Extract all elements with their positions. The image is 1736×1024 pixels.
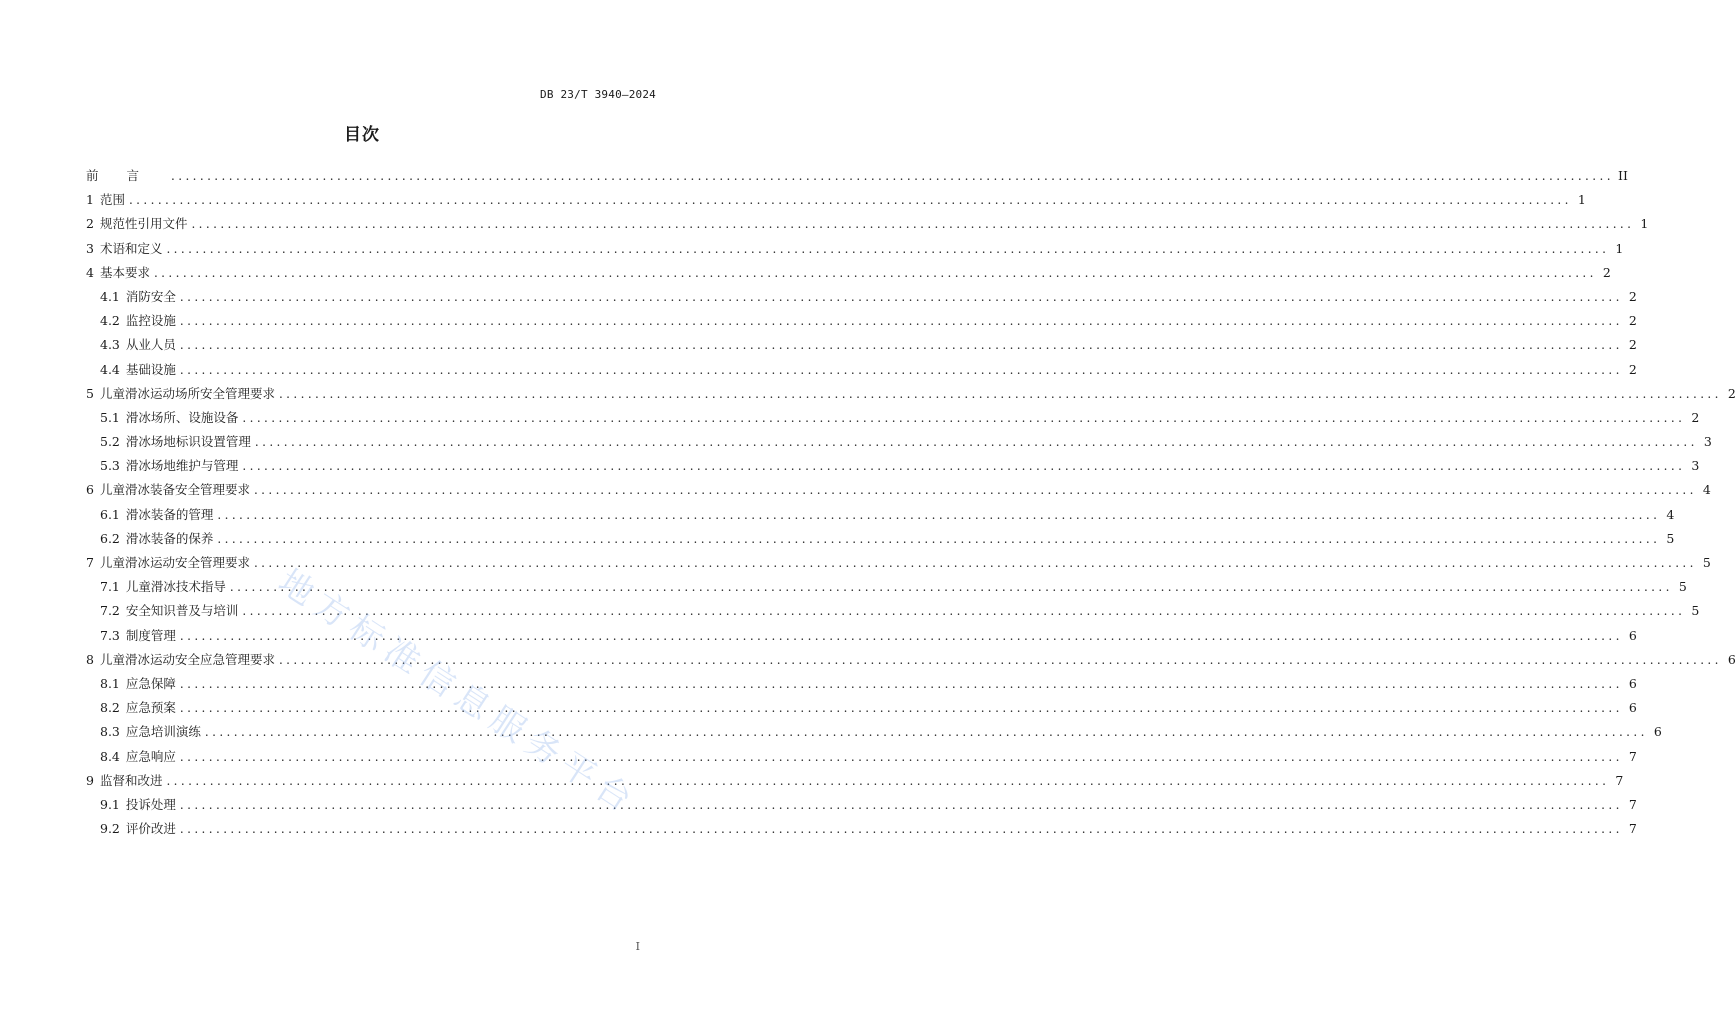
toc-entry-number: 1 bbox=[86, 192, 94, 208]
toc-entry-page: 2 bbox=[1602, 264, 1611, 280]
toc-leader-dots: ........................................................................................................................................................................................................ bbox=[229, 580, 1673, 595]
toc-entry-label bbox=[100, 745, 180, 769]
toc-entry-text: 从业人员 bbox=[125, 337, 176, 353]
toc-entry-page: 2 bbox=[1691, 409, 1700, 425]
page-number: I bbox=[635, 940, 640, 953]
toc-entry-text: 基础设施 bbox=[125, 361, 176, 377]
toc-leader-dots: ........................................................................................................................................................................................................ bbox=[179, 362, 1623, 377]
toc-leader-dots: ........................................................................................................................................................................................................ bbox=[253, 556, 1697, 570]
toc-entry-text: 消防安全 bbox=[125, 288, 176, 304]
toc-entry-number: 6.1 bbox=[100, 506, 120, 522]
toc-entry-text: 监控设施 bbox=[125, 313, 176, 329]
toc-entry-label bbox=[86, 769, 166, 793]
document-code: DB 23/T 3940—2024 bbox=[540, 88, 656, 101]
toc-leader-dots: ........................................................................................................................................................................................................ bbox=[179, 676, 1623, 691]
toc-entry[interactable] bbox=[86, 672, 1637, 696]
toc-entry-number: 4.1 bbox=[100, 288, 120, 304]
toc-leader-dots: ........................................................................................................................................................................................................ bbox=[242, 459, 1686, 474]
toc-entry[interactable] bbox=[86, 575, 1687, 599]
toc-entry-label bbox=[100, 599, 242, 623]
toc-entry-text: 评价改进 bbox=[125, 821, 176, 837]
toc-entry-label bbox=[86, 648, 279, 672]
toc-entry[interactable] bbox=[86, 212, 1649, 236]
page-title: 目次 bbox=[344, 125, 380, 145]
toc-entry-text: 滑冰场地标识设置管理 bbox=[125, 434, 251, 450]
toc-entry-page: 2 bbox=[1727, 385, 1736, 401]
toc-entry-text: 规范性引用文件 bbox=[99, 216, 188, 232]
toc-entry-number: 5.3 bbox=[100, 458, 120, 474]
toc-entry[interactable] bbox=[86, 285, 1637, 309]
toc-entry[interactable] bbox=[86, 358, 1637, 382]
toc-entry-text: 范围 bbox=[99, 192, 125, 208]
toc-entry[interactable] bbox=[86, 406, 1700, 430]
toc-entry-label bbox=[100, 793, 180, 817]
toc-entry-label bbox=[100, 720, 205, 744]
toc-entry[interactable] bbox=[86, 503, 1675, 527]
toc-entry-page: 6 bbox=[1727, 651, 1736, 667]
toc-entry-number: 4.2 bbox=[100, 313, 120, 329]
toc-entry-number: 8.1 bbox=[100, 675, 120, 691]
toc-entry-page: 6 bbox=[1628, 675, 1637, 691]
toc-entry-text: 滑冰装备的保养 bbox=[125, 530, 214, 546]
toc-entry[interactable] bbox=[86, 599, 1700, 623]
toc-entry[interactable] bbox=[86, 309, 1637, 333]
toc-entry-page: 3 bbox=[1703, 434, 1712, 450]
toc-entry-label bbox=[100, 406, 242, 430]
toc-entry[interactable] bbox=[86, 527, 1675, 551]
toc-entry[interactable] bbox=[86, 720, 1662, 744]
toc-entry-number: 7 bbox=[86, 555, 94, 570]
toc-leader-dots: ........................................................................................................................................................................................................ bbox=[179, 822, 1623, 837]
toc-entry-label bbox=[100, 285, 180, 309]
toc-entry-label bbox=[100, 696, 180, 720]
toc-entry-label bbox=[86, 261, 154, 285]
toc-entry-text: 术语和定义 bbox=[99, 240, 163, 256]
toc-entry[interactable] bbox=[86, 478, 1711, 502]
toc-leader-dots: ........................................................................................................................................................................................................ bbox=[179, 338, 1623, 353]
toc-entry-page: II bbox=[1618, 168, 1628, 183]
toc-entry-page: 7 bbox=[1628, 821, 1637, 837]
toc-entry-label bbox=[86, 382, 279, 406]
toc-entry[interactable] bbox=[86, 793, 1637, 817]
toc-entry-text: 基本要求 bbox=[99, 264, 150, 280]
toc-leader-dots: ........................................................................................................................................................................................................ bbox=[191, 217, 1635, 232]
toc-entry-number: 4 bbox=[86, 264, 94, 280]
toc-leader-dots: ........................................................................................................................................................................................................ bbox=[179, 628, 1623, 643]
toc-entry-number: 9.2 bbox=[100, 821, 120, 837]
toc-leader-dots: ........................................................................................................................................................................................................ bbox=[253, 483, 1697, 498]
toc-leader-dots: ........................................................................................................................................................................................................ bbox=[166, 773, 1610, 788]
toc-entry-number: 5.1 bbox=[100, 409, 120, 425]
toc-entry-number: 8.3 bbox=[100, 724, 120, 740]
toc-entry[interactable] bbox=[86, 430, 1712, 454]
toc-leader-dots: ........................................................................................................................................................................................................ bbox=[217, 531, 1661, 546]
toc-entry-number: 2 bbox=[86, 216, 94, 232]
toc-entry-number: 7.2 bbox=[100, 603, 120, 619]
toc-entry-page: 1 bbox=[1615, 240, 1624, 256]
toc-entry-text: 儿童滑冰运动安全应急管理要求 bbox=[99, 651, 275, 667]
toc-entry-label bbox=[86, 164, 171, 188]
toc-entry-page: 3 bbox=[1691, 458, 1700, 474]
toc-entry-label bbox=[86, 188, 129, 212]
toc-entry-label bbox=[86, 478, 254, 502]
toc-entry-text: 儿童滑冰运动安全管理要求 bbox=[99, 555, 250, 570]
toc-entry-page: 2 bbox=[1628, 288, 1637, 304]
toc-entry-text: 儿童滑冰技术指导 bbox=[125, 579, 226, 595]
toc-entry-number: 3 bbox=[86, 240, 94, 256]
toc-entry[interactable] bbox=[86, 237, 1624, 261]
toc-entry-text: 前言 bbox=[86, 168, 168, 183]
toc-leader-dots: ........................................................................................................................................................................................................ bbox=[166, 241, 1610, 256]
toc-entry[interactable] bbox=[86, 769, 1624, 793]
toc-entry-text: 应急保障 bbox=[125, 675, 176, 691]
toc-entry-label bbox=[100, 309, 180, 333]
toc-entry-page: 7 bbox=[1628, 748, 1637, 764]
toc-entry[interactable] bbox=[86, 696, 1637, 720]
toc-entry-label bbox=[86, 551, 254, 575]
toc-entry-number: 8.4 bbox=[100, 748, 120, 764]
toc-entry-page: 6 bbox=[1628, 700, 1637, 716]
toc-entry-page: 4 bbox=[1702, 482, 1711, 498]
toc-leader-dots: ........................................................................................................................................................................................................ bbox=[217, 507, 1661, 522]
toc-entry-text: 滑冰装备的管理 bbox=[125, 506, 214, 522]
toc-entry-label bbox=[100, 527, 217, 551]
toc-entry-page: 7 bbox=[1628, 796, 1637, 812]
toc-leader-dots: ........................................................................................................................................................................................................ bbox=[171, 169, 1614, 183]
toc-entry-label bbox=[100, 454, 242, 478]
toc-entry[interactable] bbox=[86, 648, 1736, 672]
toc-entry-text: 滑冰场地维护与管理 bbox=[125, 458, 239, 474]
toc-leader-dots: ........................................................................................................................................................................................................ bbox=[179, 701, 1623, 716]
toc-entry[interactable] bbox=[86, 454, 1700, 478]
toc-entry-page: 5 bbox=[1702, 555, 1711, 570]
toc-entry-number: 4.3 bbox=[100, 337, 120, 353]
toc-entry-label bbox=[100, 624, 180, 648]
toc-entry-page: 2 bbox=[1628, 361, 1637, 377]
toc-entry-page: 1 bbox=[1640, 216, 1649, 232]
toc-entry-page: 6 bbox=[1653, 724, 1662, 740]
toc-entry-page: 6 bbox=[1628, 627, 1637, 643]
toc-entry-text: 应急响应 bbox=[125, 748, 176, 764]
toc-entry-number: 7.3 bbox=[100, 627, 120, 643]
toc-entry-number: 4.4 bbox=[100, 361, 120, 377]
toc-entry-number: 8 bbox=[86, 651, 94, 667]
toc-entry-text: 投诉处理 bbox=[125, 796, 176, 812]
toc-entry[interactable] bbox=[86, 382, 1736, 406]
toc-entry-page: 5 bbox=[1691, 603, 1700, 619]
toc-entry[interactable] bbox=[86, 164, 1628, 188]
toc-entry-page: 2 bbox=[1628, 313, 1637, 329]
toc-entry-number: 9.1 bbox=[100, 796, 120, 812]
toc-entry-number: 5.2 bbox=[100, 434, 120, 450]
toc-entry-label bbox=[100, 333, 180, 357]
watermark-text: 地方标准信息服务平台 bbox=[271, 561, 646, 825]
toc-entry-text: 监督和改进 bbox=[99, 772, 163, 788]
toc-entry-number: 5 bbox=[86, 385, 94, 401]
toc-leader-dots: ........................................................................................................................................................................................................ bbox=[128, 193, 1572, 208]
toc-entry-text: 安全知识普及与培训 bbox=[125, 603, 239, 619]
toc-leader-dots: ........................................................................................................................................................................................................ bbox=[278, 386, 1722, 401]
toc-entry-text: 儿童滑冰装备安全管理要求 bbox=[99, 482, 250, 498]
toc-entry[interactable] bbox=[86, 188, 1586, 212]
toc-entry-label bbox=[100, 358, 180, 382]
toc-entry-page: 7 bbox=[1615, 772, 1624, 788]
toc-leader-dots: ........................................................................................................................................................................................................ bbox=[278, 652, 1722, 667]
toc-entry-page: 1 bbox=[1577, 192, 1586, 208]
toc-entry[interactable] bbox=[86, 817, 1637, 841]
toc-leader-dots: ........................................................................................................................................................................................................ bbox=[204, 725, 1648, 740]
toc-entry-page: 5 bbox=[1666, 530, 1675, 546]
toc-entry[interactable] bbox=[86, 551, 1711, 575]
toc-entry-text: 滑冰场所、设施设备 bbox=[125, 409, 239, 425]
toc-entry-number: 8.2 bbox=[100, 700, 120, 716]
toc-entry-number: 6.2 bbox=[100, 530, 120, 546]
toc-entry-text: 应急预案 bbox=[125, 700, 176, 716]
toc-entry-text: 儿童滑冰运动场所安全管理要求 bbox=[99, 385, 275, 401]
toc-entry-label bbox=[100, 817, 180, 841]
toc-entry[interactable] bbox=[86, 624, 1637, 648]
toc-leader-dots: ........................................................................................................................................................................................................ bbox=[153, 265, 1597, 280]
toc-entry-label bbox=[86, 237, 166, 261]
toc-entry-label bbox=[100, 672, 180, 696]
toc-entry-label bbox=[100, 503, 217, 527]
table-of-contents bbox=[86, 164, 1736, 841]
toc-entry-text: 应急培训演练 bbox=[125, 724, 201, 740]
toc-entry-number: 6 bbox=[86, 482, 94, 498]
toc-entry-page: 4 bbox=[1666, 506, 1675, 522]
toc-entry[interactable] bbox=[86, 333, 1637, 357]
toc-entry-number: 9 bbox=[86, 772, 94, 788]
toc-leader-dots: ........................................................................................................................................................................................................ bbox=[242, 410, 1686, 425]
toc-leader-dots: ........................................................................................................................................................................................................ bbox=[242, 604, 1686, 619]
toc-leader-dots: ........................................................................................................................................................................................................ bbox=[179, 797, 1623, 812]
toc-leader-dots: ........................................................................................................................................................................................................ bbox=[179, 314, 1623, 329]
toc-leader-dots: ........................................................................................................................................................................................................ bbox=[179, 289, 1623, 304]
toc-leader-dots: ........................................................................................................................................................................................................ bbox=[179, 749, 1623, 764]
toc-entry[interactable] bbox=[86, 745, 1637, 769]
toc-entry-label bbox=[86, 212, 191, 236]
toc-leader-dots: ........................................................................................................................................................................................................ bbox=[254, 435, 1698, 450]
toc-entry-number: 7.1 bbox=[100, 579, 120, 595]
toc-entry-page: 2 bbox=[1628, 337, 1637, 353]
toc-entry-label bbox=[100, 430, 255, 454]
toc-entry-text: 制度管理 bbox=[125, 627, 176, 643]
toc-entry-page: 5 bbox=[1678, 579, 1687, 595]
toc-entry-label bbox=[100, 575, 230, 599]
toc-entry[interactable] bbox=[86, 261, 1611, 285]
